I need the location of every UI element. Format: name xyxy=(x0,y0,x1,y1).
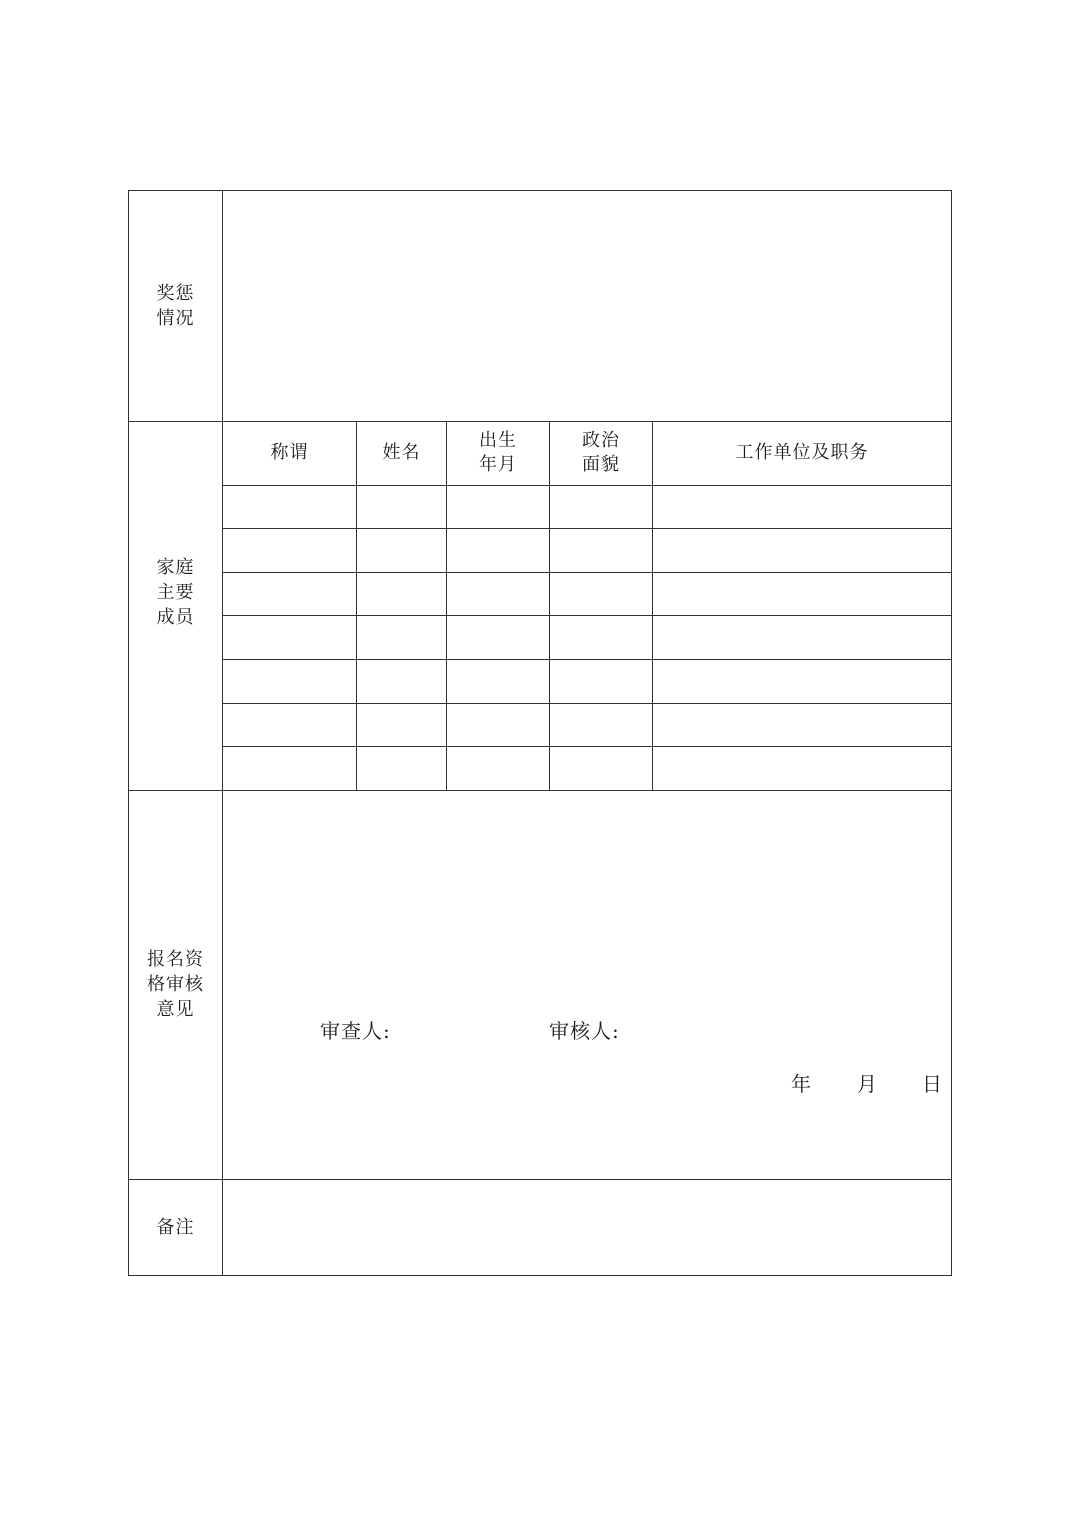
family-row-line xyxy=(222,528,951,529)
rewards-content-field[interactable] xyxy=(224,192,950,420)
divider-family-review xyxy=(129,790,951,791)
remarks-label: 备注 xyxy=(156,1217,195,1238)
family-header-employer-position: 工作单位及职务 xyxy=(735,442,869,463)
family-column-line xyxy=(356,421,357,790)
family-row-line xyxy=(222,659,951,660)
label-column-divider xyxy=(222,191,223,1275)
family-header-name: 姓名 xyxy=(382,442,421,463)
family-header-birth: 出生 年月 xyxy=(479,430,517,475)
family-column-line xyxy=(652,421,653,790)
family-row-line xyxy=(222,746,951,747)
divider-rewards-family xyxy=(129,421,951,422)
rewards-label: 奖惩 情况 xyxy=(156,283,195,329)
family-row-line xyxy=(222,615,951,616)
review-label: 报名资 格审核 意见 xyxy=(147,949,204,1020)
date-year-label: 年 xyxy=(791,1072,812,1096)
date-day-label: 日 xyxy=(922,1072,943,1096)
registration-form-page xyxy=(128,190,952,1276)
reviewer-label: 审查人: xyxy=(320,1019,391,1043)
date-month-label: 月 xyxy=(857,1072,878,1096)
family-header-divider xyxy=(222,485,951,486)
family-row-line xyxy=(222,703,951,704)
family-header-political-status: 政治 面貌 xyxy=(582,430,620,475)
family-row-line xyxy=(222,572,951,573)
family-label: 家庭 主要 成员 xyxy=(156,557,195,628)
remarks-content-field[interactable] xyxy=(224,1181,950,1274)
review-content-field[interactable] xyxy=(224,792,950,1178)
divider-review-remarks xyxy=(129,1179,951,1180)
family-header-relation: 称谓 xyxy=(270,442,309,463)
auditor-label: 审核人: xyxy=(549,1019,620,1043)
